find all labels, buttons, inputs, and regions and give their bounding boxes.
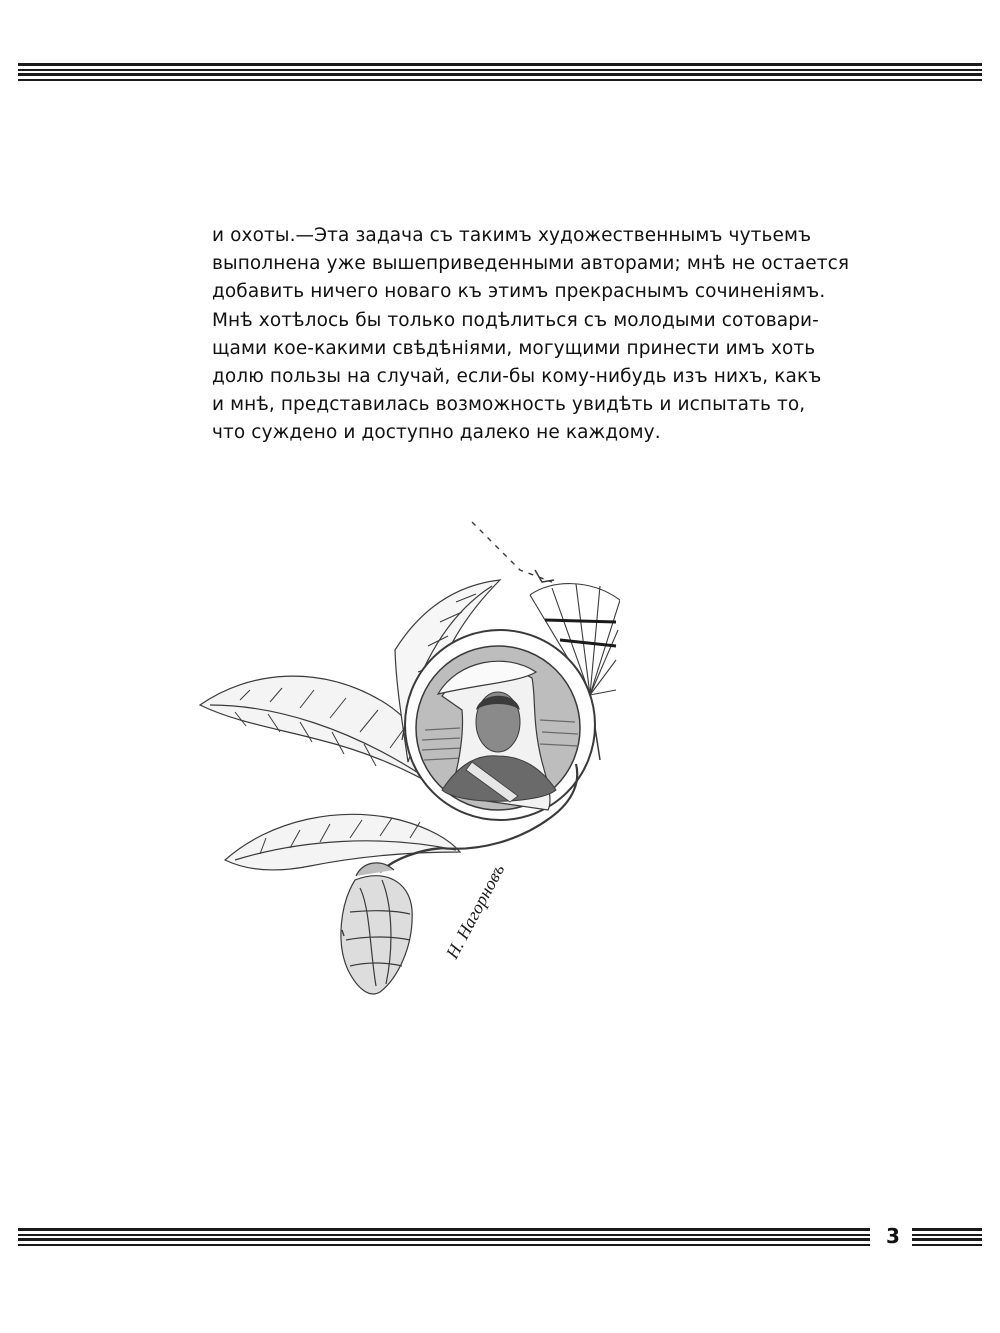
rule-line [18, 79, 982, 81]
rule-line [18, 1244, 870, 1246]
text-line: и мнѣ, представилась возможность увидѣть и испытать то, [212, 394, 806, 416]
rule-line [18, 1228, 870, 1231]
text-line: и охоты.—Эта задача съ такимъ художественнымъ чутьемъ [212, 225, 812, 246]
rule-line [912, 1244, 982, 1246]
rule-line [18, 1234, 870, 1236]
rule-line [18, 63, 982, 66]
text-line: Мнѣ хотѣлось бы только подѣлиться съ молодыми сотовари- [212, 309, 819, 331]
rule-line [912, 1234, 982, 1236]
bottom-decorative-rule-left [18, 1228, 870, 1246]
text-line: что суждено и доступно далеко не каждому. [212, 422, 661, 444]
rule-line [18, 69, 982, 71]
vignette-illustration [180, 500, 620, 1000]
tendril-line [472, 522, 552, 582]
rule-line [18, 1238, 870, 1241]
artist-signature: Н. Нагорновъ [441, 860, 509, 962]
text-line: щами кое-какими свѣдѣніями, могущими принести имъ хоть [212, 337, 816, 359]
banana-leaf-lower [225, 814, 460, 870]
text-line: выполнена уже вышеприведенными авторами; мнѣ не остается [212, 253, 850, 275]
rule-line [18, 73, 982, 76]
body-paragraph [212, 222, 850, 448]
page-number: 3 [886, 1224, 900, 1248]
top-decorative-rule [18, 63, 982, 81]
text-line: добавить ничего новаго къ этимъ прекраснымъ сочиненіямъ. [212, 281, 826, 303]
rule-line [912, 1228, 982, 1231]
tendril-hook [535, 570, 554, 582]
rule-line [912, 1238, 982, 1241]
banana-bud [341, 863, 412, 994]
text-line: долю пользы на случай, если-бы кому-нибудь изъ нихъ, какъ [212, 366, 822, 388]
bottom-decorative-rule-right [912, 1228, 982, 1246]
